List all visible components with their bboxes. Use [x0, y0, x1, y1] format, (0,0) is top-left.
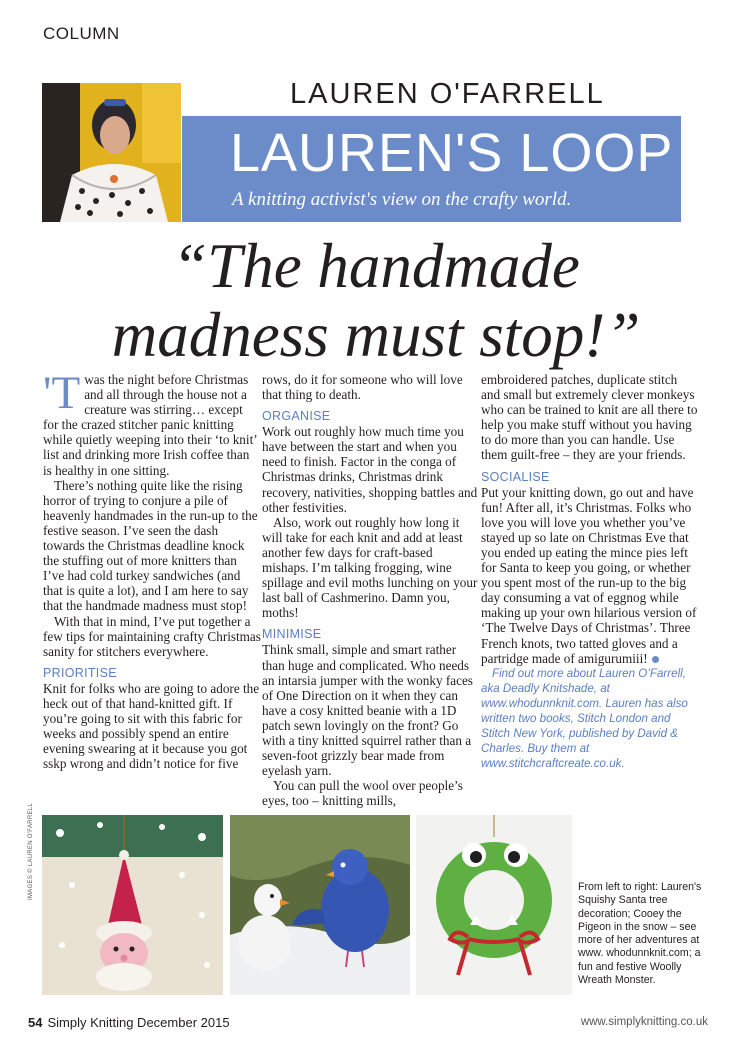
- body-paragraph: rows, do it for someone who will love that thing to death.: [262, 372, 463, 403]
- publication-name: Simply Knitting December 2015: [47, 1015, 230, 1030]
- photo-woolly-wreath-monster: [416, 815, 572, 995]
- heading-socialise: SOCIALISE: [481, 469, 550, 484]
- author-name: LAUREN O'FARRELL: [290, 78, 605, 110]
- column-subtitle: A knitting activist's view on the crafty world.: [232, 189, 572, 210]
- end-mark-icon: [652, 656, 659, 663]
- column-title: LAUREN'S LOOP: [230, 123, 674, 183]
- body-paragraph: Put your knitting down, go out and have fun! After all, it’s Christmas. Folks who love you will love you whether you’ve stayed up so late on Christmas Eve that you ended up eating the mince pies left for Santa to keep you going, or whether you spent most of the run-up to the big day consuming a vat of eggnog while making up your own hilarious version of ‘The Twelve Days of Christmas’. Three French knots, two tatted gloves and a partridge made of amigurumiii!: [481, 484, 697, 666]
- footer-folio: [28, 1015, 230, 1030]
- body-paragraph: With that in mind, I’ve put together a few tips for maintaining crafty Christmas sanity for stitchers everywhere.: [43, 613, 261, 659]
- author-photo: [42, 83, 181, 222]
- body-paragraph: Knit for folks who are going to adore the heck out of that hand-knitted gift. If you’re going to sit with this fabric for weeks and possibly spend an entire evening swearing at it because you got sskp wrong and didn’t notice for five: [43, 680, 260, 772]
- heading-organise: ORGANISE: [262, 409, 331, 424]
- article-column-1: [43, 367, 261, 772]
- body-paragraph: embroidered patches, duplicate stitch and small but extremely clever monkeys who can be trained to knit are all there to help you make stuff without you having to do more than you can handle. Use them guilt-free – they are your friends.: [481, 372, 698, 463]
- image-credit: IMAGES © LAUREN O'FARRELL: [28, 802, 34, 900]
- heading-minimise: MINIMISE: [262, 627, 322, 642]
- article-column-2: [262, 372, 480, 808]
- body-paragraph: There’s nothing quite like the rising horror of trying to conjure a pile of heavenly handmades in the run-up to the festive season. I’ve seen the dash towards the Christmas deadline knock the stuffing out of more knitters than I’ve had cold turkey sandwiches (and that is quite a lot), and I am here to say that the handmade madness must stop!: [43, 477, 258, 614]
- photo-squishy-santa: [42, 815, 223, 995]
- heading-prioritise: PRIORITISE: [43, 665, 117, 680]
- headline-line-1: “The handmade: [172, 231, 580, 301]
- body-paragraph: You can pull the wool over people’s eyes, too – knitting mills,: [262, 778, 463, 809]
- intro-paragraph: 'Twas the night before Christmas and all through the house not a creature was stirring… except for the crazed stitcher panic knitting while quietly weeping into their ‘to knit’ list and drinking more Irish coffee than is healthy in one sitting.: [43, 367, 257, 478]
- body-paragraph: Also, work out roughly how long it will take for each knit and add at least another few days for craft-based mishaps. I’m talking frogging, wine spillage and evil moths lunching on your last ball of Cashmerino. Damn you, moths!: [262, 514, 478, 621]
- headline: [40, 232, 712, 370]
- photo-cooey-pigeon: [230, 815, 410, 995]
- photo-caption: From left to right: Lauren's Squishy Santa tree decoration; Cooey the Pigeon in the snow – see more of her adventures at www. whodunnknit.com; a fun and festive Woolly Wreath Monster.: [578, 881, 702, 987]
- promo-text: Find out more about Lauren O’Farrell, aka Deadly Knitshade, at www.whodunnknit.com. Lauren has also written two books, Stitch London and Stitch New York, published by David & Charles. Buy them at www.stitchcraftcreate.co.uk.: [481, 666, 688, 770]
- article-column-3: [481, 372, 699, 771]
- footer-website: www.simplyknitting.co.uk: [580, 1016, 708, 1028]
- body-paragraph: Work out roughly how much time you have between the start and when you need to finish. Factor in the conga of Christmas drinks, Christmas drink recovery, nativities, shopping battles and other festivities.: [262, 424, 478, 515]
- section-label: COLUMN: [43, 24, 120, 43]
- body-paragraph: Think small, simple and smart rather than huge and complicated. Who needs an intarsia jumper with the wonky faces of One Direction on it when they can have a cosy knitted beanie with a 1D patch sewn lovingly on the front? Go with a tiny knitted squirrel rather than a seven-foot grizzly bear made from eyelash yarn.: [262, 642, 473, 779]
- headline-line-2: madness must stop!”: [111, 300, 641, 370]
- drop-cap: 'T: [43, 367, 81, 419]
- page-number: 54: [28, 1015, 43, 1030]
